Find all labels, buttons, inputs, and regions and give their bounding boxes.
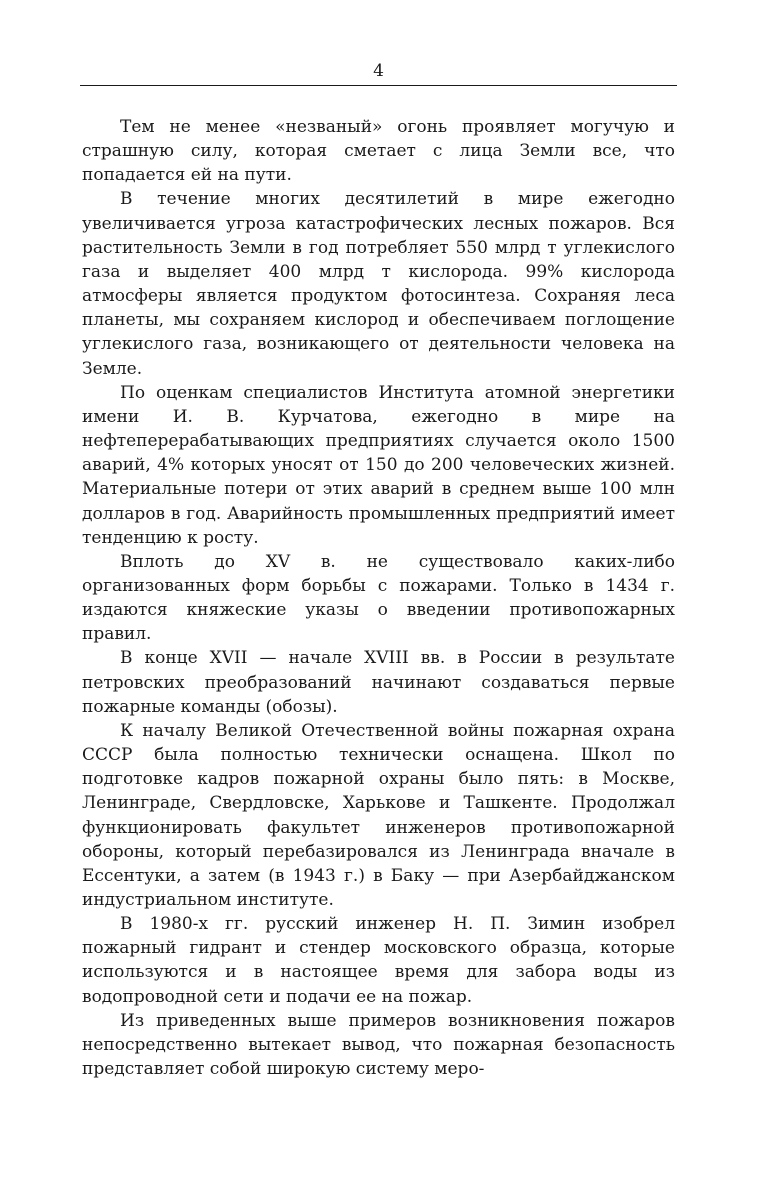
page-number: 4 bbox=[373, 61, 384, 81]
paragraph: В 1980-х гг. русский инженер Н. П. Зимин изобрел пожарный гидрант и стендер московского образца, которые используются и в настоящее время для забора воды из водопроводной сети и подачи ее на пожар. bbox=[82, 914, 675, 1007]
header-divider bbox=[80, 85, 677, 86]
paragraph: В конце XVII — начале XVIII вв. в России в результате петровских преобразований начинают создаваться первые пожарные команды (обозы). bbox=[82, 648, 675, 717]
paragraph: Вплоть до XV в. не существовало каких-либо организованных форм борьбы с пожарами. Только в 1434 г. издаются княжеские указы о введении противопожарных правил. bbox=[82, 551, 675, 645]
body-text bbox=[82, 115, 675, 1081]
paragraph: Тем не менее «незваный» огонь проявляет могучую и страшную силу, которая сметает с лица Земли все, что попадается ей на пути. bbox=[82, 117, 675, 186]
paragraph: По оценкам специалистов Института атомной энергетики имени И. В. Курчатова, ежегодно в мире на нефтеперерабатывающих предприятиях случается около 1500 аварий, 4% которых уносят от 150 до 200 человеческих жизней. Материальные потери от этих аварий в среднем выше 100 млн долларов в год. Аварийность промышленных предприятий имеет тенденцию к росту. bbox=[82, 382, 675, 548]
paragraph: В течение многих десятилетий в мире ежегодно увеличивается угроза катастрофических лесных пожаров. Вся растительность Земли в год потребляет 550 млрд т углекислого газа и выделяет 400 млрд т кислорода. 99% кислорода атмосферы является продуктом фотосинтеза. Сохраняя леса планеты, мы сохраняем кислород и обеспечиваем поглощение углекислого газа, возникающего от деятельности человека на Земле. bbox=[82, 189, 675, 379]
paragraph: Из приведенных выше примеров возникновения пожаров непосредственно вытекает вывод, что пожарная безопасность представляет собой широкую систему меро- bbox=[82, 1010, 675, 1080]
paragraph: К началу Великой Отечественной войны пожарная охрана СССР была полностью технически оснащена. Школ по подготовке кадров пожарной охраны было пять: в Москве, Ленинграде, Свердловске, Харькове и Ташкенте. Продолжал функционировать факультет инженеров противопожарной обороны, который перебазировался из Ленинграда вначале в Ессентуки, а затем (в 1943 г.) в Баку — при Азербайджанском индустриальном институте. bbox=[82, 720, 675, 910]
